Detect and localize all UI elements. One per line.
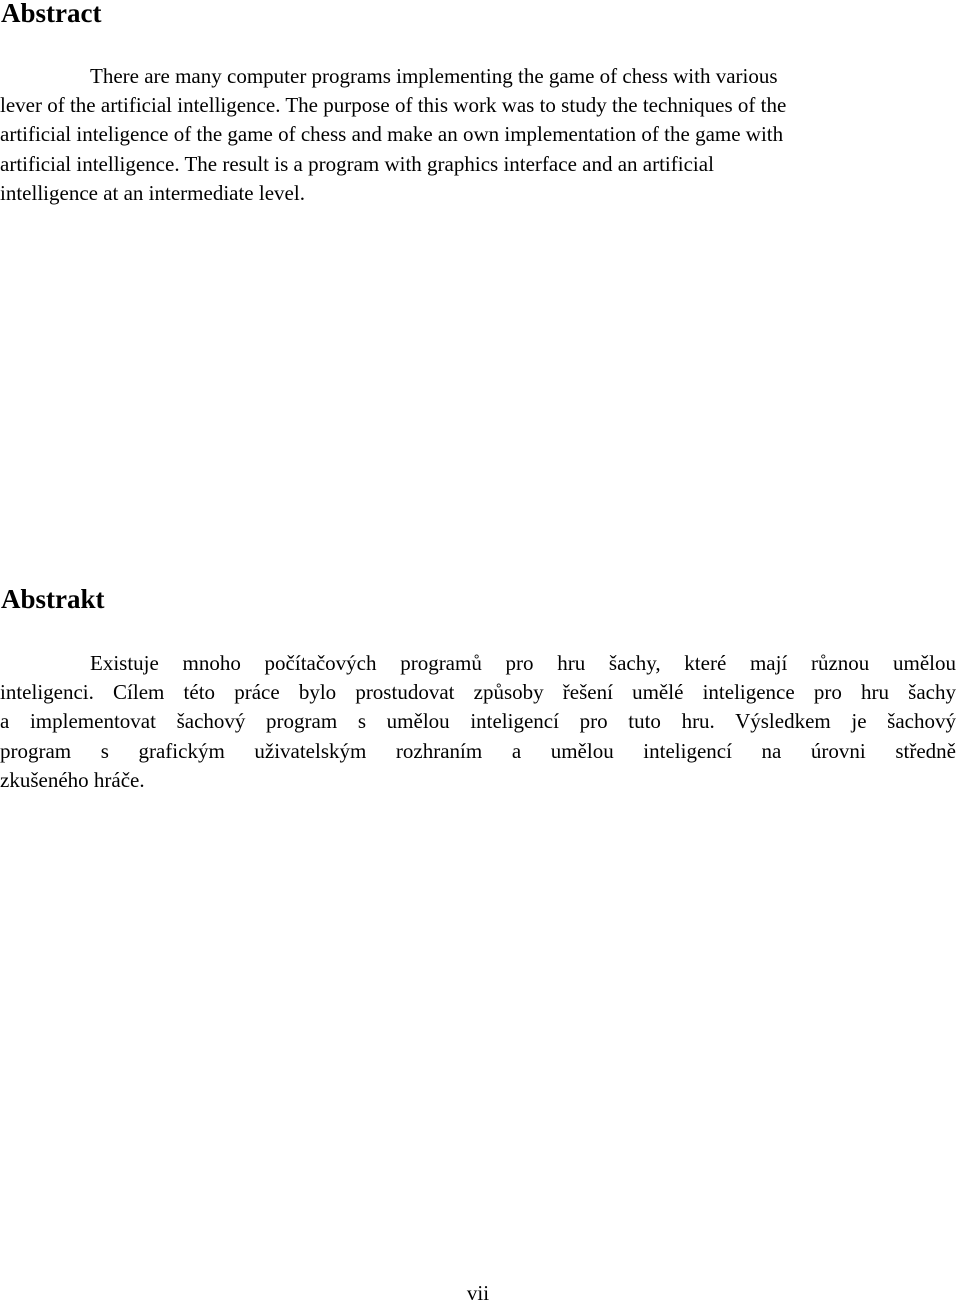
abstrakt-line: zkušeného hráče. [0, 767, 145, 792]
abstract-paragraph [0, 62, 956, 208]
abstract-line: intelligence at an intermediate level. [0, 180, 305, 205]
abstract-line: artificial inteligence of the game of chess and make an own implementation of the game with [0, 122, 784, 147]
page-number: vii [466, 1281, 490, 1305]
abstrakt-paragraph [0, 649, 956, 795]
abstrakt-line: inteligenci. Cílem této práce bylo prostudovat způsoby řešení umělé inteligence pro hru šachy [0, 680, 956, 705]
abstract-line: artificial intelligence. The result is a program with graphics interface and an artificial [0, 151, 714, 176]
abstract-line: lever of the artificial intelligence. The purpose of this work was to study the techniques of the [0, 93, 787, 118]
abstract-line: There are many computer programs implementing the game of chess with various [90, 64, 778, 88]
abstrakt-line: program s grafickým uživatelským rozhraním a umělou inteligencí na úrovni středně [0, 738, 956, 763]
abstrakt-line: a implementovat šachový program s umělou inteligencí pro tuto hru. Výsledkem je šachový [0, 709, 956, 734]
abstrakt-heading: Abstrakt [1, 584, 105, 614]
abstract-heading: Abstract [1, 0, 102, 28]
abstrakt-line: Existuje mnoho počítačových programů pro hru šachy, které mají různou umělou [90, 651, 956, 675]
